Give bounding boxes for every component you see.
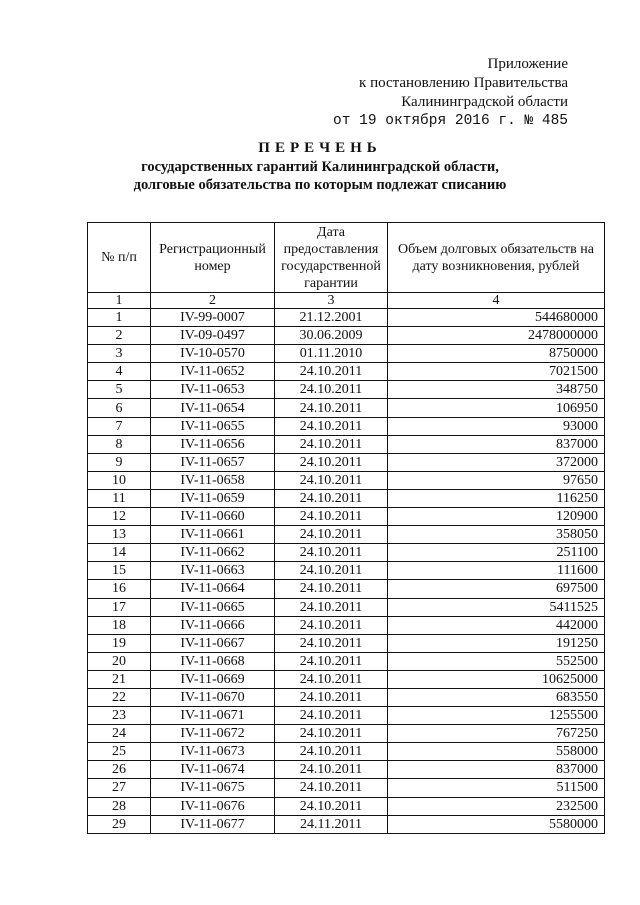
table-row xyxy=(88,562,605,580)
date-cell: 24.10.2011 xyxy=(275,761,388,779)
date-cell: 24.10.2011 xyxy=(275,489,388,507)
amount-cell: 232500 xyxy=(388,797,605,815)
table-row xyxy=(88,453,605,471)
amount-cell: 372000 xyxy=(388,453,605,471)
table-row xyxy=(88,779,605,797)
document-title: ПЕРЕЧЕНЬ xyxy=(258,140,382,156)
registration-number-cell: IV-99-0007 xyxy=(151,309,275,327)
row-number-cell: 20 xyxy=(88,652,151,670)
date-cell: 24.10.2011 xyxy=(275,743,388,761)
row-number-cell: 3 xyxy=(88,345,151,363)
registration-number-cell: IV-11-0664 xyxy=(151,580,275,598)
date-cell: 24.10.2011 xyxy=(275,363,388,381)
row-number-cell: 17 xyxy=(88,598,151,616)
date-cell: 01.11.2010 xyxy=(275,345,388,363)
table-row xyxy=(88,526,605,544)
registration-number-cell: IV-11-0674 xyxy=(151,761,275,779)
row-number-cell: 27 xyxy=(88,779,151,797)
header-date: Дата предоставления государственной гарантии xyxy=(275,223,388,293)
date-cell: 24.10.2011 xyxy=(275,544,388,562)
amount-cell: 10625000 xyxy=(388,670,605,688)
row-number-cell: 21 xyxy=(88,670,151,688)
date-cell: 24.10.2011 xyxy=(275,580,388,598)
row-number-cell: 8 xyxy=(88,435,151,453)
registration-number-cell: IV-11-0661 xyxy=(151,526,275,544)
date-cell: 24.10.2011 xyxy=(275,399,388,417)
column-number: 1 xyxy=(88,293,151,309)
column-number: 2 xyxy=(151,293,275,309)
amount-cell: 106950 xyxy=(388,399,605,417)
date-cell: 24.10.2011 xyxy=(275,453,388,471)
amount-cell: 683550 xyxy=(388,688,605,706)
registration-number-cell: IV-11-0662 xyxy=(151,544,275,562)
column-number: 3 xyxy=(275,293,388,309)
registration-number-cell: IV-11-0658 xyxy=(151,471,275,489)
registration-number-cell: IV-11-0677 xyxy=(151,815,275,833)
column-number: 4 xyxy=(388,293,605,309)
date-cell: 24.10.2011 xyxy=(275,652,388,670)
table-row xyxy=(88,815,605,833)
table-row xyxy=(88,761,605,779)
appendix-line: Калининградской области xyxy=(401,94,568,110)
amount-cell: 251100 xyxy=(388,544,605,562)
table-row xyxy=(88,508,605,526)
table-row xyxy=(88,598,605,616)
amount-cell: 120900 xyxy=(388,508,605,526)
table-row xyxy=(88,725,605,743)
table-header-row xyxy=(88,223,605,293)
registration-number-cell: IV-11-0657 xyxy=(151,453,275,471)
row-number-cell: 12 xyxy=(88,508,151,526)
row-number-cell: 14 xyxy=(88,544,151,562)
row-number-cell: 29 xyxy=(88,815,151,833)
date-cell: 24.10.2011 xyxy=(275,707,388,725)
registration-number-cell: IV-11-0669 xyxy=(151,670,275,688)
registration-number-cell: IV-09-0497 xyxy=(151,327,275,345)
amount-cell: 837000 xyxy=(388,761,605,779)
registration-number-cell: IV-11-0659 xyxy=(151,489,275,507)
amount-cell: 97650 xyxy=(388,471,605,489)
table-row xyxy=(88,544,605,562)
row-number-cell: 25 xyxy=(88,743,151,761)
amount-cell: 767250 xyxy=(388,725,605,743)
amount-cell: 5411525 xyxy=(388,598,605,616)
table-row xyxy=(88,688,605,706)
date-cell: 24.10.2011 xyxy=(275,797,388,815)
registration-number-cell: IV-11-0668 xyxy=(151,652,275,670)
row-number-cell: 24 xyxy=(88,725,151,743)
registration-number-cell: IV-11-0675 xyxy=(151,779,275,797)
registration-number-cell: IV-11-0652 xyxy=(151,363,275,381)
subtitle-line: долговые обязательства по которым подлежат списанию xyxy=(133,177,507,193)
registration-number-cell: IV-11-0673 xyxy=(151,743,275,761)
row-number-cell: 6 xyxy=(88,399,151,417)
row-number-cell: 11 xyxy=(88,489,151,507)
registration-number-cell: IV-11-0671 xyxy=(151,707,275,725)
amount-cell: 837000 xyxy=(388,435,605,453)
amount-cell: 2478000000 xyxy=(388,327,605,345)
date-cell: 30.06.2009 xyxy=(275,327,388,345)
amount-cell: 442000 xyxy=(388,616,605,634)
amount-cell: 7021500 xyxy=(388,363,605,381)
row-number-cell: 5 xyxy=(88,381,151,399)
row-number-cell: 22 xyxy=(88,688,151,706)
table-row xyxy=(88,634,605,652)
guarantees-table xyxy=(87,222,605,834)
date-cell: 24.10.2011 xyxy=(275,381,388,399)
date-cell: 24.10.2011 xyxy=(275,616,388,634)
table-row xyxy=(88,670,605,688)
row-number-cell: 1 xyxy=(88,309,151,327)
row-number-cell: 7 xyxy=(88,417,151,435)
date-cell: 24.10.2011 xyxy=(275,634,388,652)
amount-cell: 1255500 xyxy=(388,707,605,725)
amount-cell: 552500 xyxy=(388,652,605,670)
date-cell: 24.10.2011 xyxy=(275,471,388,489)
registration-number-cell: IV-11-0663 xyxy=(151,562,275,580)
row-number-cell: 10 xyxy=(88,471,151,489)
header-registration-number: Регистрационный номер xyxy=(151,223,275,293)
table-row xyxy=(88,381,605,399)
date-cell: 24.10.2011 xyxy=(275,598,388,616)
registration-number-cell: IV-11-0656 xyxy=(151,435,275,453)
table-row xyxy=(88,417,605,435)
amount-cell: 8750000 xyxy=(388,345,605,363)
row-number-cell: 13 xyxy=(88,526,151,544)
table-row xyxy=(88,707,605,725)
date-cell: 24.10.2011 xyxy=(275,562,388,580)
table-row xyxy=(88,743,605,761)
date-cell: 24.10.2011 xyxy=(275,670,388,688)
registration-number-cell: IV-11-0676 xyxy=(151,797,275,815)
amount-cell: 191250 xyxy=(388,634,605,652)
subtitle-line: государственных гарантий Калининградской области, xyxy=(141,159,499,175)
amount-cell: 5580000 xyxy=(388,815,605,833)
registration-number-cell: IV-11-0654 xyxy=(151,399,275,417)
registration-number-cell: IV-11-0665 xyxy=(151,598,275,616)
row-number-cell: 23 xyxy=(88,707,151,725)
date-cell: 24.10.2011 xyxy=(275,435,388,453)
amount-cell: 511500 xyxy=(388,779,605,797)
date-cell: 24.10.2011 xyxy=(275,688,388,706)
table-row xyxy=(88,652,605,670)
table-row xyxy=(88,797,605,815)
row-number-cell: 26 xyxy=(88,761,151,779)
registration-number-cell: IV-11-0655 xyxy=(151,417,275,435)
row-number-cell: 16 xyxy=(88,580,151,598)
table-row xyxy=(88,399,605,417)
appendix-date-line: от 19 октября 2016 г. № 485 xyxy=(333,113,568,129)
registration-number-cell: IV-11-0670 xyxy=(151,688,275,706)
registration-number-cell: IV-11-0653 xyxy=(151,381,275,399)
header-number: № п/п xyxy=(88,223,151,293)
amount-cell: 544680000 xyxy=(388,309,605,327)
row-number-cell: 4 xyxy=(88,363,151,381)
date-cell: 24.10.2011 xyxy=(275,725,388,743)
registration-number-cell: IV-11-0672 xyxy=(151,725,275,743)
registration-number-cell: IV-11-0667 xyxy=(151,634,275,652)
date-cell: 24.10.2011 xyxy=(275,417,388,435)
amount-cell: 558000 xyxy=(388,743,605,761)
row-number-cell: 2 xyxy=(88,327,151,345)
table-row xyxy=(88,471,605,489)
table-row xyxy=(88,616,605,634)
table-row xyxy=(88,435,605,453)
header-amount: Объем долговых обязательств на дату возникновения, рублей xyxy=(388,223,605,293)
registration-number-cell: IV-10-0570 xyxy=(151,345,275,363)
row-number-cell: 28 xyxy=(88,797,151,815)
table-row xyxy=(88,489,605,507)
amount-cell: 93000 xyxy=(388,417,605,435)
amount-cell: 697500 xyxy=(388,580,605,598)
amount-cell: 358050 xyxy=(388,526,605,544)
amount-cell: 111600 xyxy=(388,562,605,580)
date-cell: 24.11.2011 xyxy=(275,815,388,833)
table-row xyxy=(88,327,605,345)
date-cell: 24.10.2011 xyxy=(275,526,388,544)
row-number-cell: 9 xyxy=(88,453,151,471)
row-number-cell: 15 xyxy=(88,562,151,580)
amount-cell: 348750 xyxy=(388,381,605,399)
table-row xyxy=(88,345,605,363)
date-cell: 21.12.2001 xyxy=(275,309,388,327)
amount-cell: 116250 xyxy=(388,489,605,507)
appendix-line: Приложение xyxy=(487,56,568,72)
table-row xyxy=(88,580,605,598)
row-number-cell: 18 xyxy=(88,616,151,634)
appendix-note xyxy=(268,55,568,131)
document-subtitle xyxy=(0,158,640,194)
column-numbers-row xyxy=(88,293,605,309)
row-number-cell: 19 xyxy=(88,634,151,652)
registration-number-cell: IV-11-0660 xyxy=(151,508,275,526)
table-row xyxy=(88,363,605,381)
date-cell: 24.10.2011 xyxy=(275,779,388,797)
date-cell: 24.10.2011 xyxy=(275,508,388,526)
table-row xyxy=(88,309,605,327)
registration-number-cell: IV-11-0666 xyxy=(151,616,275,634)
appendix-line: к постановлению Правительства xyxy=(359,75,568,91)
